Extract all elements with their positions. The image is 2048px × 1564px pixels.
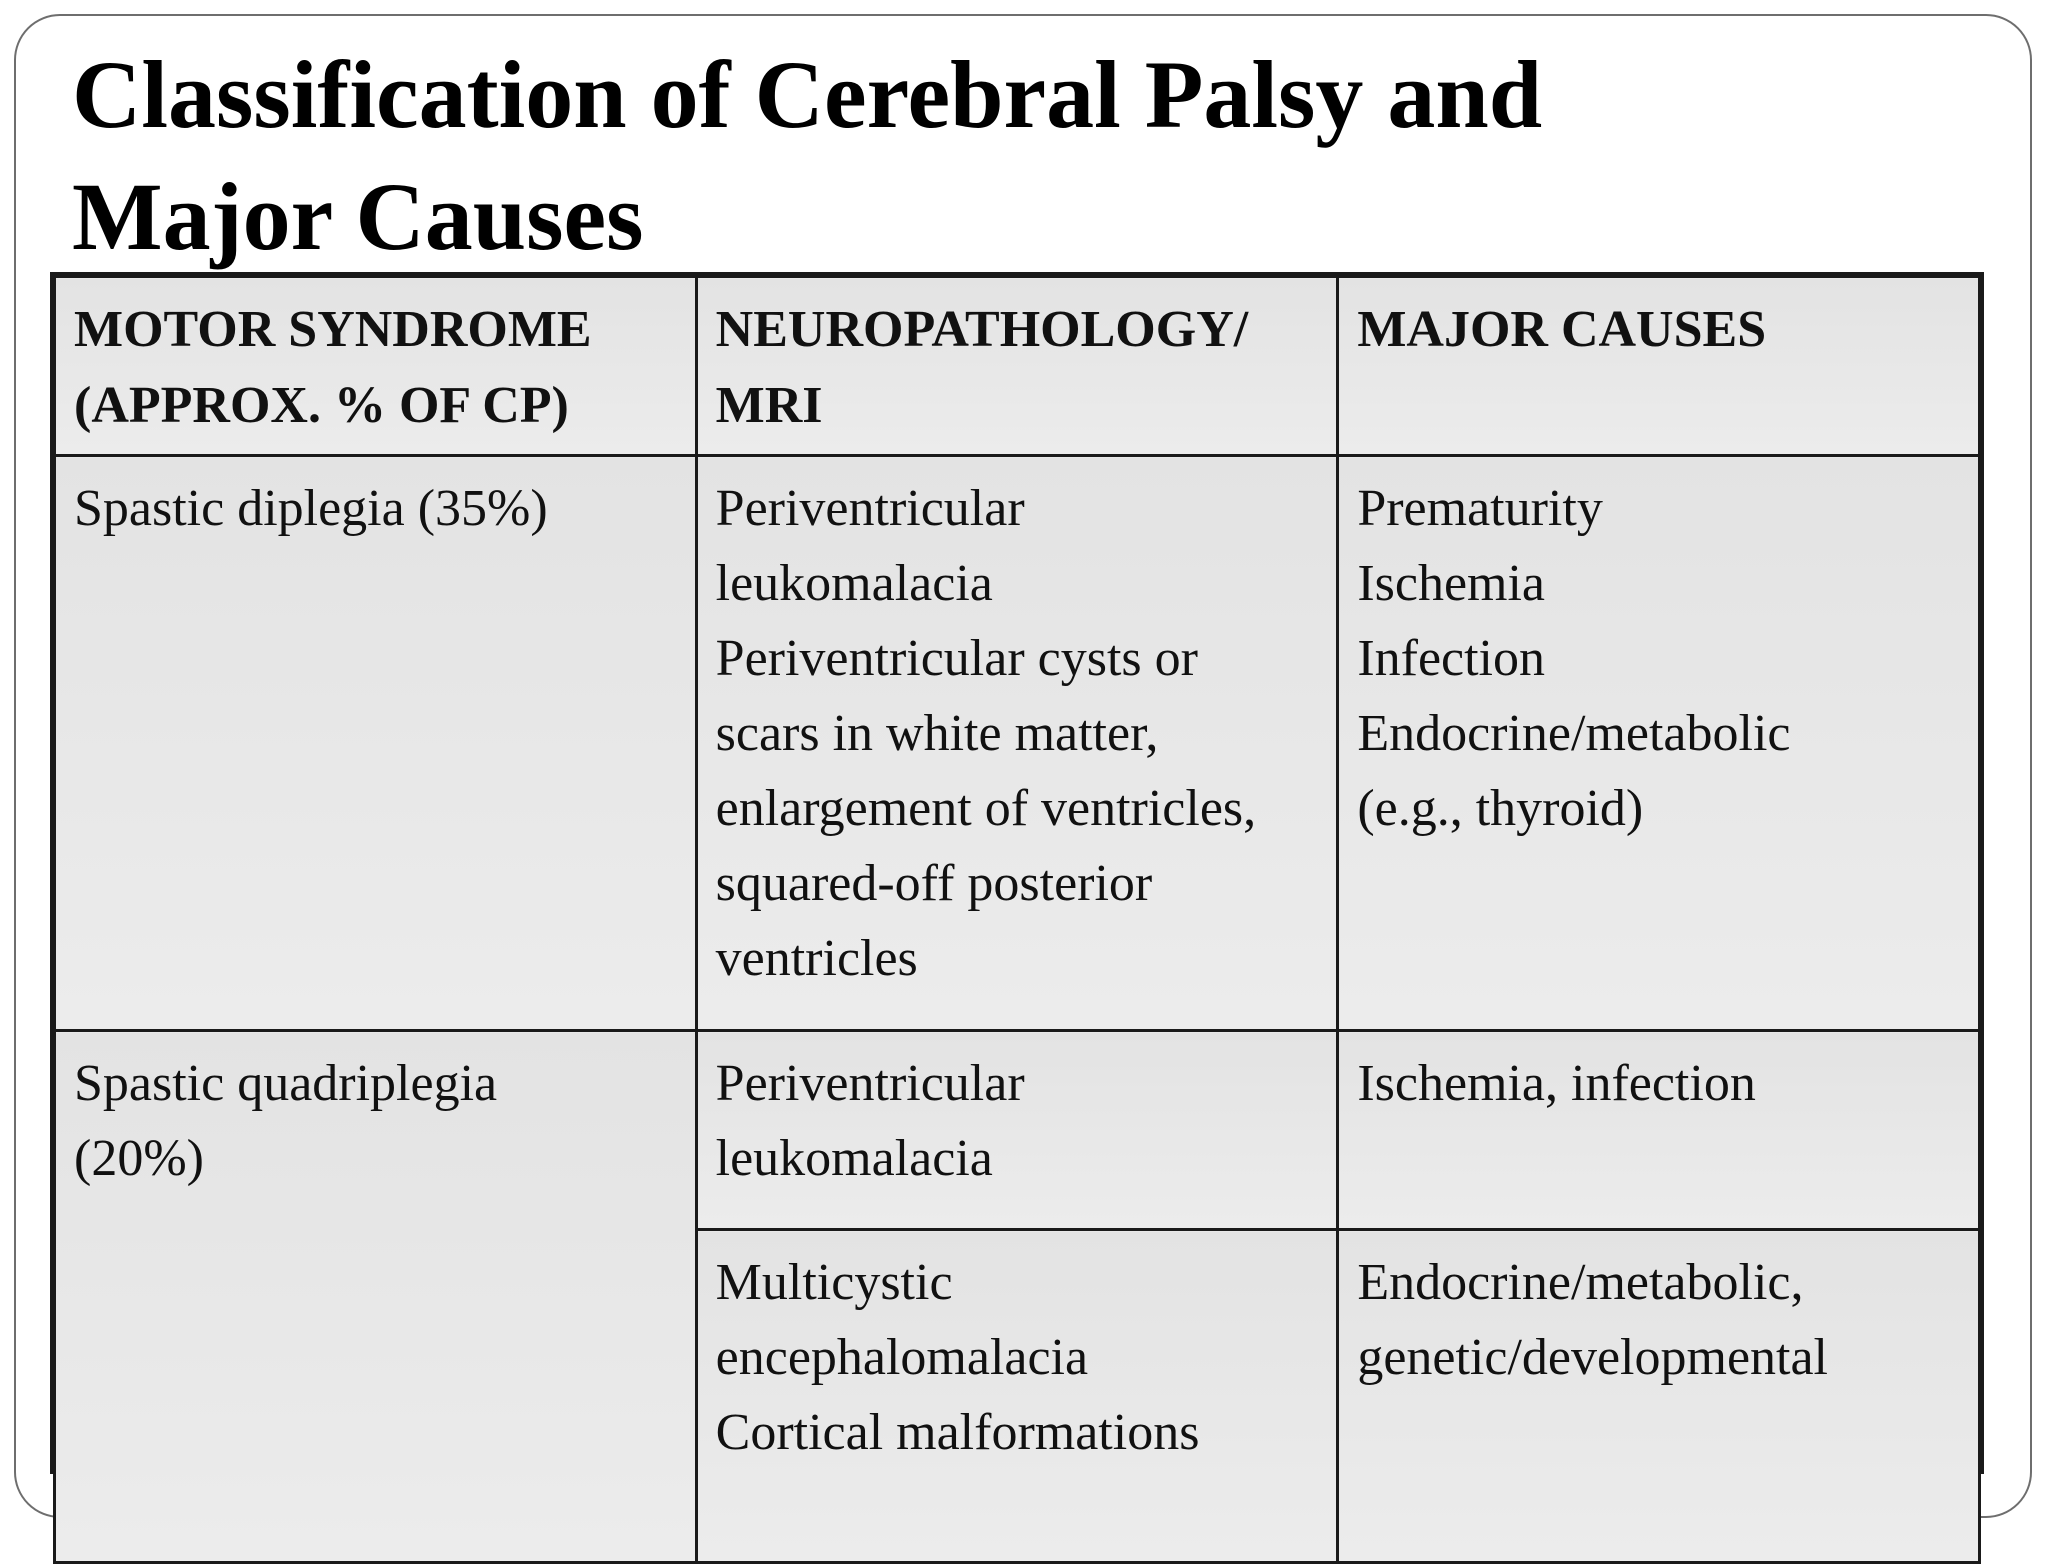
cell-line: Endocrine/metabolic, xyxy=(1357,1254,1804,1311)
cell-line: ventricles xyxy=(715,930,918,987)
cell-major-causes xyxy=(1338,1230,1980,1563)
header-major-causes xyxy=(1338,277,1980,456)
cell-line: leukomalacia xyxy=(715,1130,993,1187)
slide-title-line-2: Major Causes xyxy=(72,163,644,270)
cell-line: (e.g., thyroid) xyxy=(1357,780,1644,837)
classification-table xyxy=(53,275,1981,1564)
cell-line: enlargement of ventricles, xyxy=(715,780,1257,837)
cell-line: Spastic diplegia (35%) xyxy=(74,480,548,537)
cell-line: scars in white matter, xyxy=(715,705,1159,762)
header-line: MAJOR CAUSES xyxy=(1357,301,1767,358)
cell-motor-syndrome xyxy=(55,1031,697,1563)
cell-neuropathology xyxy=(696,1031,1338,1230)
slide-title xyxy=(72,34,1972,278)
table-row xyxy=(55,1031,1980,1230)
cell-line: (20%) xyxy=(74,1130,204,1187)
cell-line: Ischemia, infection xyxy=(1357,1055,1756,1112)
header-line: MOTOR SYNDROME xyxy=(74,301,592,358)
classification-table-container xyxy=(50,272,1984,1474)
cell-major-causes xyxy=(1338,1031,1980,1230)
cell-line: Periventricular cysts or xyxy=(715,630,1198,687)
cell-line: Infection xyxy=(1357,630,1545,687)
header-neuropathology xyxy=(696,277,1338,456)
table-header-row xyxy=(55,277,1980,456)
cell-line: encephalomalacia xyxy=(715,1329,1089,1386)
cell-line: genetic/developmental xyxy=(1357,1329,1829,1386)
cell-line: leukomalacia xyxy=(715,555,993,612)
cell-line: Cortical malformations xyxy=(715,1404,1200,1461)
header-motor-syndrome xyxy=(55,277,697,456)
slide-title-line-1: Classification of Cerebral Palsy and xyxy=(72,41,1543,148)
cell-line: Multicystic xyxy=(715,1254,953,1311)
cell-line: Prematurity xyxy=(1357,480,1603,537)
cell-line: Ischemia xyxy=(1357,555,1545,612)
cell-major-causes xyxy=(1338,456,1980,1031)
cell-motor-syndrome xyxy=(55,456,697,1031)
cell-neuropathology xyxy=(696,456,1338,1031)
cell-line: Periventricular xyxy=(715,480,1025,537)
cell-line: Periventricular xyxy=(715,1055,1025,1112)
header-line: NEUROPATHOLOGY/ xyxy=(715,301,1249,358)
header-line: MRI xyxy=(715,377,823,434)
cell-line: squared-off posterior xyxy=(715,855,1153,912)
cell-neuropathology xyxy=(696,1230,1338,1563)
cell-line: Spastic quadriplegia xyxy=(74,1055,498,1112)
cell-line: Endocrine/metabolic xyxy=(1357,705,1791,762)
header-line: (APPROX. % OF CP) xyxy=(74,377,569,434)
table-row xyxy=(55,456,1980,1031)
